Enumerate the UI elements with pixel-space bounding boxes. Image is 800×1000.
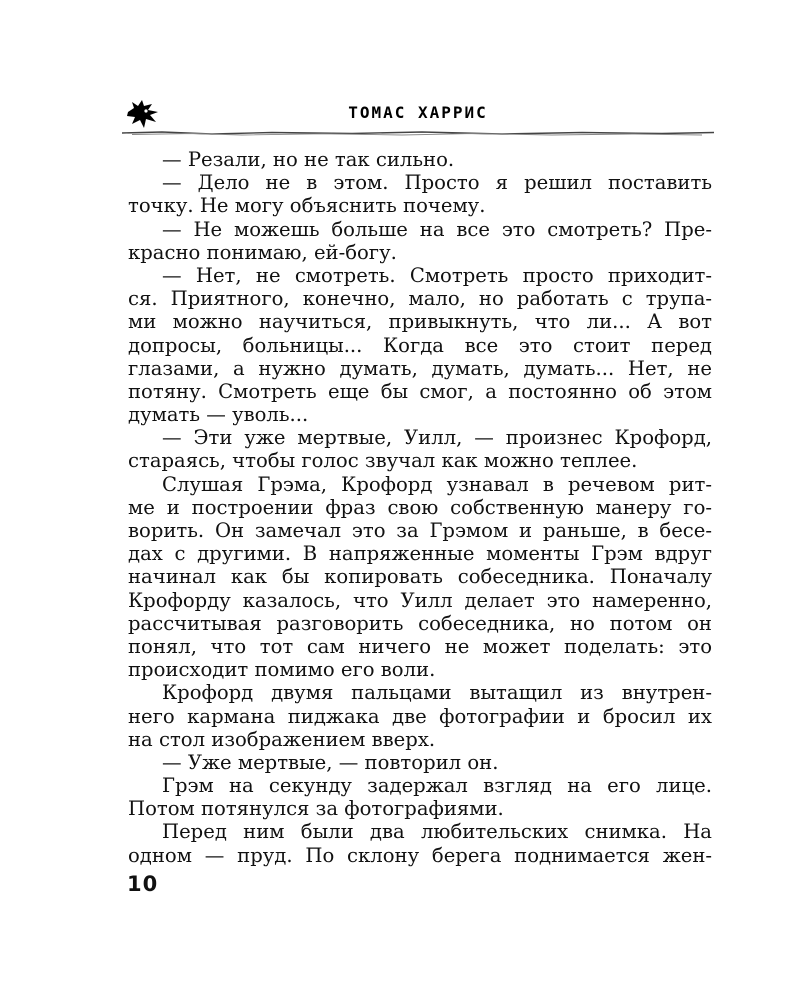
- text-line: стараясь, чтобы голос звучал как можно теплее.: [128, 449, 638, 473]
- text-line: ми можно научиться, привыкнуть, что ли... А вот: [128, 310, 712, 334]
- text-line: рассчитывая разговорить собеседника, но потом он: [128, 611, 712, 635]
- text-line: Крофорду казалось, что Уилл делает это намеренно,: [128, 588, 712, 612]
- text-line: думать — уволь...: [128, 403, 309, 427]
- text-line: Потом потянулся за фотографиями.: [128, 797, 504, 821]
- text-line: глазами, а нужно думать, думать, думать... Нет, не: [128, 356, 712, 380]
- text-line: на стол изображением вверх.: [128, 727, 436, 751]
- text-line: ме и построении фраз свою собственную манеру го-: [128, 495, 712, 519]
- text-line: — Резали, но не так сильно.: [162, 148, 455, 171]
- text-line: Крофорд двумя пальцами вытащил из внутрен-: [162, 681, 712, 705]
- text-line: — Эти уже мертвые, Уилл, — произнес Крофорд,: [162, 426, 712, 450]
- text-line: Перед ним были два любительских снимка. На: [162, 820, 712, 844]
- header-rule: [122, 130, 714, 136]
- text-line: — Не можешь больше на все это смотреть? Пре-: [162, 217, 712, 241]
- text-line: начинал как бы копировать собеседника. Поначалу: [128, 565, 712, 589]
- text-line: потяну. Смотреть еще бы смог, а постоянно об этом: [128, 379, 712, 403]
- text-line: точку. Не могу объяснить почему.: [128, 194, 486, 218]
- text-line: Грэм на секунду задержал взгляд на его лице.: [162, 774, 712, 798]
- text-line: понял, что тот сам ничего не может поделать: это: [128, 634, 712, 658]
- text-line: ся. Приятного, конечно, мало, но работать с трупа-: [128, 287, 712, 311]
- author-name: ТОМАС ХАРРИС: [348, 103, 488, 122]
- running-header: [122, 98, 714, 138]
- text-line: красно понимаю, ей-богу.: [128, 240, 397, 264]
- text-line: допросы, больницы... Когда все это стоит перед: [128, 333, 712, 357]
- text-line: него кармана пиджака две фотографии и бросил их: [128, 704, 712, 728]
- body-text: [128, 148, 712, 867]
- page-number: 10: [127, 872, 159, 896]
- text-line: одном — пруд. По склону берега поднимается жен-: [128, 843, 712, 867]
- text-line: — Дело не в этом. Просто я решил поставить: [162, 171, 712, 195]
- text-line: ворить. Он замечал это за Грэмом и раньше, в бесе-: [128, 519, 712, 542]
- text-line: дах с другими. В напряженные моменты Грэм вдруг: [128, 542, 712, 566]
- text-line: происходит помимо его воли.: [128, 658, 436, 682]
- text-line: — Уже мертвые, — повторил он.: [162, 750, 499, 774]
- text-line: Слушая Грэма, Крофорд узнавал в речевом рит-: [162, 472, 712, 496]
- text-line: — Нет, не смотреть. Смотреть просто приходит-: [162, 263, 712, 287]
